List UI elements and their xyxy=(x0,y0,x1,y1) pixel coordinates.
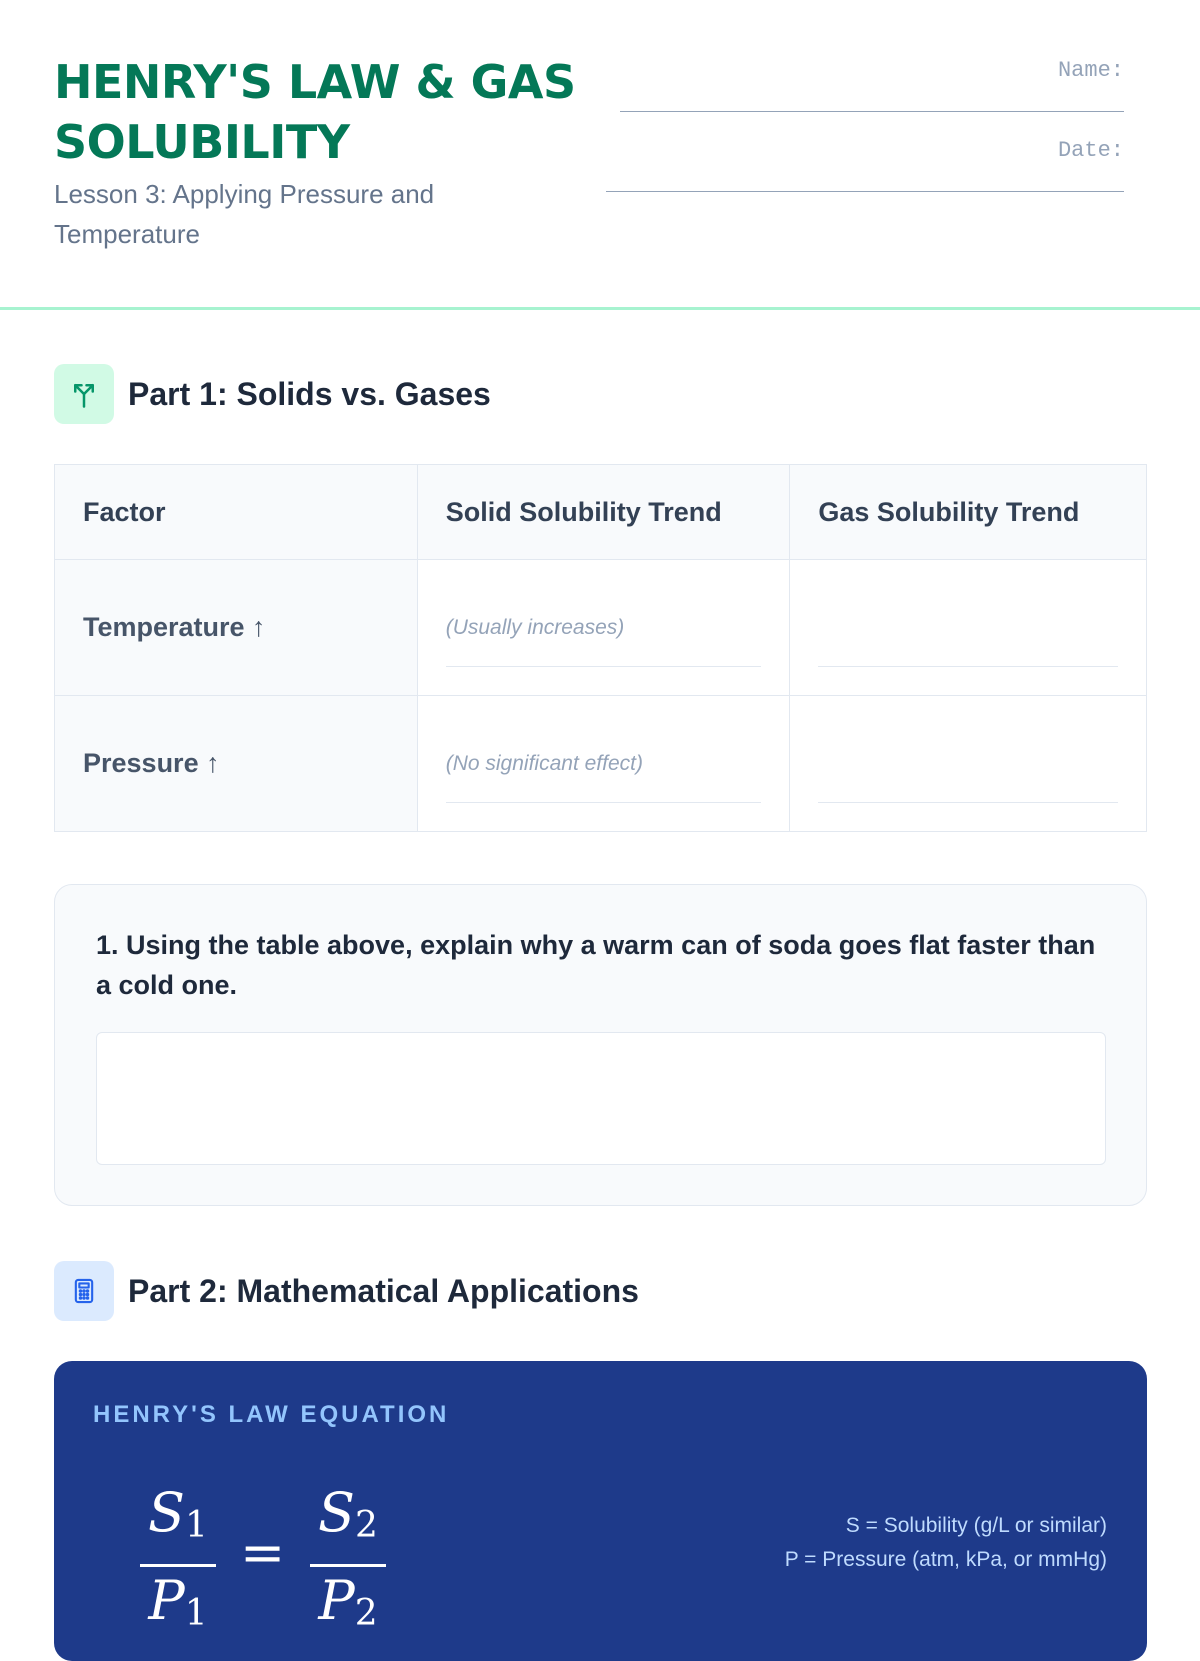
table-header-row xyxy=(55,465,1147,560)
answer-line xyxy=(446,666,762,667)
solubility-table xyxy=(54,464,1147,832)
date-label: Date: xyxy=(1057,138,1124,163)
worksheet-header xyxy=(0,0,1200,310)
part2-title: Part 2: Mathematical Applications xyxy=(128,1272,639,1309)
legend-pressure: P = Pressure (atm, kPa, or mmHg) xyxy=(784,1548,1107,1571)
lhs-numerator: $S_1$ xyxy=(148,1481,208,1546)
part1-title: Part 1: Solids vs. Gases xyxy=(128,375,491,412)
question-1-answer-field[interactable] xyxy=(96,1032,1106,1165)
solid-pressure-hint: (No significant effect) xyxy=(445,751,643,775)
factor-temperature: Temperature ↑ xyxy=(55,560,418,696)
name-field[interactable] xyxy=(620,111,1124,112)
equation-legend xyxy=(785,1509,1107,1577)
gas-pressure-cell[interactable] xyxy=(790,696,1147,832)
gas-temperature-cell[interactable] xyxy=(790,560,1147,696)
part2-header xyxy=(54,1261,639,1321)
date-field[interactable] xyxy=(606,191,1124,192)
solid-temperature-hint: (Usually increases) xyxy=(445,615,625,639)
name-label: Name: xyxy=(1057,58,1124,83)
equation-label: HENRY'S LAW EQUATION xyxy=(93,1401,450,1428)
solid-pressure-cell[interactable] xyxy=(417,696,790,832)
answer-line xyxy=(446,802,762,803)
fraction-bar xyxy=(140,1564,216,1567)
rhs-numerator: $S_2$ xyxy=(318,1481,378,1546)
rhs-fraction xyxy=(310,1481,386,1646)
solid-temperature-cell[interactable] xyxy=(417,560,790,696)
page-title: HENRY'S LAW & GAS SOLUBILITY xyxy=(54,55,576,169)
factor-pressure: Pressure ↑ xyxy=(55,696,418,832)
column-header-solid: Solid Solubility Trend xyxy=(417,465,790,560)
column-header-factor: Factor xyxy=(55,465,418,560)
answer-line xyxy=(818,666,1118,667)
lesson-subtitle: Lesson 3: Applying Pressure and Temperature xyxy=(54,179,435,249)
question-1-box xyxy=(54,884,1147,1206)
lhs-denominator: $P_1$ xyxy=(148,1569,208,1634)
fraction-bar xyxy=(310,1564,386,1567)
table-row xyxy=(55,560,1147,696)
equals-sign: = xyxy=(240,1521,286,1584)
part1-header xyxy=(54,364,491,424)
column-header-gas: Gas Solubility Trend xyxy=(790,465,1147,560)
calculator-icon xyxy=(54,1261,114,1321)
question-1-text: 1. Using the table above, explain why a warm can of soda goes flat faster than a cold one. xyxy=(96,930,1096,1000)
legend-solubility: S = Solubility (g/L or similar) xyxy=(845,1514,1107,1537)
lhs-fraction xyxy=(140,1481,216,1646)
henrys-law-equation-panel xyxy=(54,1361,1147,1661)
fork-arrows-icon xyxy=(54,364,114,424)
table-row xyxy=(55,696,1147,832)
rhs-denominator: $P_2$ xyxy=(318,1569,378,1634)
answer-line xyxy=(818,802,1118,803)
